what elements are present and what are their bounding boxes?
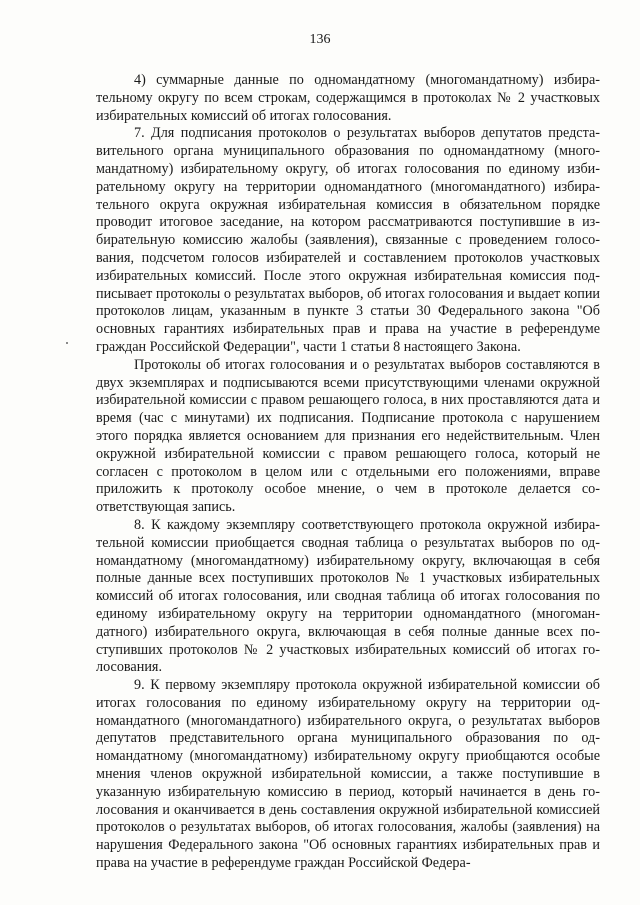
scan-speck (66, 342, 68, 344)
document-body (96, 72, 600, 873)
paragraph-section-7: 7. Для подписания протоколов о результатах выборов депутатов представительного органа муниципального образования по одномандатному (многомандатному) избирательному округу, об итогах голосования по единому избирательному округу на территории одномандатного (многомандатного) избирательного округа окружная избирательная комиссия в обязательном порядке проводит итоговое заседание, на котором рассматриваются поступившие в избирательную комиссию жалобы (заявления), связанные с проведением голосования, подсчетом голосов избирателей и составлением протоколов участковых избирательных комиссий. После этого окружная избирательная комиссия подписывает протоколы о результатах выборов, об итогах голосования и выдает копии протоколов лицам, указанным в пункте 3 статьи 30 Федерального закона "Об основных гарантиях избирательных прав и права на участие в референдуме граждан Российской Федерации", части 1 статьи 8 настоящего Закона. (96, 125, 600, 355)
paragraph-protocols: Протоколы об итогах голосования и о результатах выборов составляются в двух экземплярах и подписываются всеми присутствующими членами окружной избирательной комиссии с правом решающего голоса, в них проставляются дата и время (час с минутами) их подписания. Подписание протокола с нарушением этого порядка является основанием для признания его недействительным. Член окружной избирательной комиссии с правом решающего голоса, который не согласен с протоколом в целом или с отдельными его положениями, вправе приложить к протоколу особое мнение, о чем в протоколе делается соответствующая запись. (96, 356, 600, 516)
page-number: 136 (309, 32, 331, 47)
paragraph-item-4: 4) суммарные данные по одномандатному (многомандатному) избирательному округу по всем строкам, содержащимся в протоколах № 2 участковых избирательных комиссий об итогах голосования. (96, 72, 600, 124)
paragraph-section-9: 9. К первому экземпляру протокола окружной избирательной комиссии об итогах голосования по единому избирательному округу на территории одномандатного (многомандатного) избирательного округа, о результатах выборов депутатов представительного органа муниципального образования по одномандатному (многомандатному) избирательному округу приобщаются особые мнения членов окружной избирательной комиссии, а также поступившие в указанную избирательную комиссию в период, который начинается в день голосования и оканчивается в день составления окружной избирательной комиссией протоколов о результатах выборов, об итогах голосования, жалобы (заявления) на нарушения Федерального закона "Об основных гарантиях избирательных прав и права на участие в референдуме граждан Российской Федера- (96, 677, 600, 872)
paragraph-section-8: 8. К каждому экземпляру соответствующего протокола окружной избирательной комиссии приобщается сводная таблица о результатах выборов по одномандатному (многомандатному) избирательному округу, включающая в себя полные данные всех поступивших протоколов № 1 участковых избирательных комиссий об итогах голосования, или сводная таблица об итогах голосования по единому избирательному округу на территории одномандатного (многомандатного) избирательного округа, включающая в себя полные данные всех поступивших протоколов № 2 участковых избирательных комиссий об итогах голосования. (96, 516, 600, 676)
